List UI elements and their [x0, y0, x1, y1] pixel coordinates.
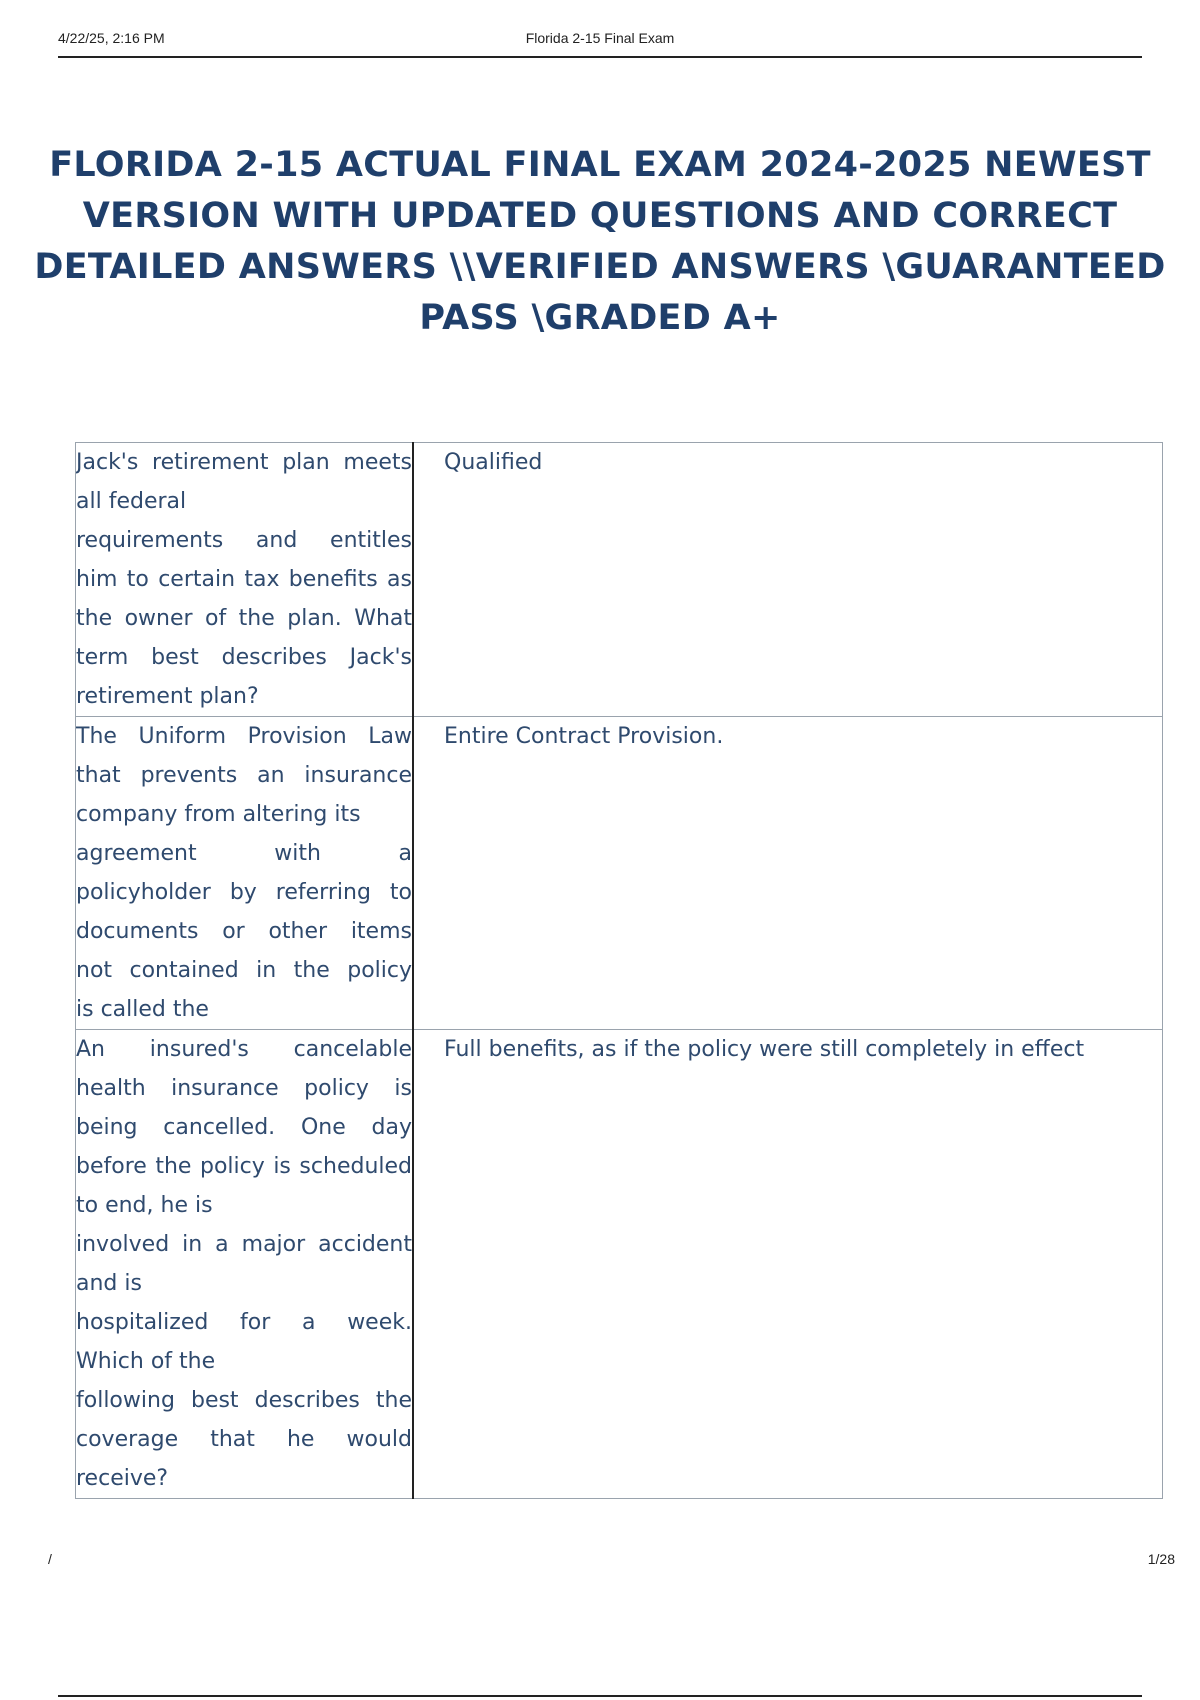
question-line: health insurance policy is	[76, 1076, 412, 1101]
footer-rule	[58, 1695, 1142, 1697]
print-document-title: Florida 2-15 Final Exam	[525, 30, 675, 46]
question-line: being cancelled. One day	[76, 1115, 412, 1140]
question-line: that prevents an insurance	[76, 763, 412, 788]
question-line: term best describes Jack's	[76, 645, 412, 670]
question-line: not contained in the policy	[76, 958, 412, 983]
answer-cell	[413, 1030, 1163, 1499]
answer-cell	[413, 443, 1163, 717]
question-cell	[76, 443, 414, 717]
answer-text: Full benefits, as if the policy were still completely in effect	[444, 1037, 1085, 1062]
answer-text: Entire Contract Provision.	[444, 724, 724, 749]
table-row	[76, 1030, 1163, 1499]
question-line: company from altering its	[76, 802, 361, 827]
page-number: 1/28	[1147, 1551, 1175, 1567]
question-line: and is	[76, 1271, 142, 1296]
question-cell	[76, 1030, 414, 1499]
answer-cell	[413, 717, 1163, 1030]
question-line: all federal	[76, 489, 187, 514]
question-line: hospitalized for a week.	[76, 1310, 412, 1335]
answer-text: Qualified	[444, 450, 543, 475]
question-line: policyholder by referring to	[76, 880, 412, 905]
question-line: receive?	[76, 1466, 169, 1491]
table-row	[76, 443, 1163, 717]
question-line: documents or other items	[76, 919, 412, 944]
question-line: Which of the	[76, 1349, 216, 1374]
question-line: the owner of the plan. What	[76, 606, 412, 631]
question-line: requirements and entitles	[76, 528, 412, 553]
header-rule	[58, 56, 1142, 58]
question-line: is called the	[76, 997, 209, 1022]
footer-url: /	[48, 1551, 52, 1567]
question-line: The Uniform Provision Law	[76, 724, 412, 749]
print-date: 4/22/25, 2:16 PM	[58, 30, 165, 46]
table-row	[76, 717, 1163, 1030]
print-header	[58, 30, 1142, 56]
question-line: coverage that he would	[76, 1427, 412, 1452]
question-line: Jack's retirement plan meets	[76, 450, 412, 475]
question-line: before the policy is scheduled	[76, 1154, 412, 1179]
page-title: FLORIDA 2-15 ACTUAL FINAL EXAM 2024-2025 NEWEST VERSION WITH UPDATED QUESTIONS AND CORRECT DETAILED ANSWERS \\VERIFIED ANSWERS \GUARANTEED PASS \GRADED A+	[34, 145, 1166, 338]
question-line: retirement plan?	[76, 684, 259, 709]
qa-table	[75, 442, 1163, 1499]
question-line: agreement with a	[76, 841, 412, 866]
question-line: An insured's cancelable	[76, 1037, 412, 1062]
question-line: to end, he is	[76, 1193, 213, 1218]
question-line: following best describes the	[76, 1388, 412, 1413]
question-cell	[76, 717, 414, 1030]
question-line: involved in a major accident	[76, 1232, 412, 1257]
question-line: him to certain tax benefits as	[76, 567, 412, 592]
